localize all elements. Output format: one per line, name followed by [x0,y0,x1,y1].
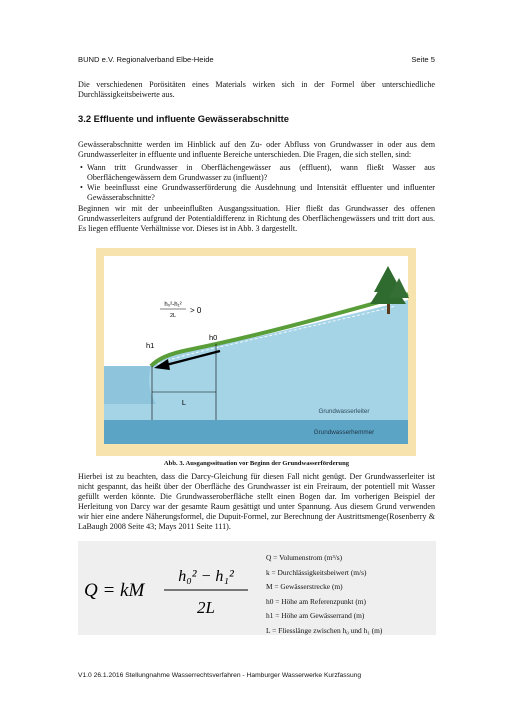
h1-label: h1 [146,341,155,350]
bullet-item-2 [78,183,435,203]
surface-water [104,366,156,404]
legend-item: M = Gewässerstrecke (m) [266,582,343,591]
aquifer-label: Grundwasserleiter [318,408,370,415]
section-paragraph-1: Gewässerabschnitte werden im Hinblick auf den Zu- oder Abfluss von Grundwasser in oder aus dem Grundwasserleiter in effluente und influente Bereiche unterschieden. Die Fragen, die sich stellen, sind: [78,140,435,159]
section-paragraph-3: Hierbei ist zu beachten, dass die Darcy-Gleichung für diesen Fall nicht genügt. Der Grundwasserleiter ist nicht gespannt, das heißt über der Oberfläche des Grundwasser ist ein Freiraum, der potentiell mit Wasser gefüllt werden könnte. Die Grundwasseroberfläche stellt einen Bogen dar. Im vorherigen Beispiel der Herleitung von Darcy war der gesamte Raum gesättigt und unter Spannung. Aus diesem Grund verwenden wir hier eine andere Näherungsformel, die Dupuit-Formel, zur Berechnung der Austrittsmenge(Rosenberry & LaBaugh 2008 Seite 43; Mays 2011 Seite 111). [78,472,435,531]
section-heading: 3.2 Effluente und influente Gewässerabschnitte [78,113,289,124]
formula-lhs: Q = kM [84,580,145,601]
bullet-marker: • [80,163,83,172]
formula-numerator: h₀² − h₁² [178,568,234,585]
legend-item: h1 = Höhe am Gewässerrand (m) [266,611,365,620]
aquiclude-label: Grundwasserhemmer [313,429,375,436]
groundwater-diagram [96,248,416,456]
legend-item: L = Fliesslänge zwischen h₀ und h₁ (m) [266,625,383,635]
legend-item: k = Durchlässigkeitsbeiwert (m/s) [266,567,367,577]
figure-caption: Abb. 3. Ausgangssituation vor Beginn der Grundwasserförderung [163,460,350,467]
formula-denominator: 2L [197,598,215,617]
formula-legend [266,551,382,638]
bullet-text: Wie beeinflusst eine Grundwasserförderung die Ausdehnung und Intensität effluenter und influenter Gewässerabschnitte? [87,183,435,202]
bullet-item-1 [78,163,435,183]
fraction-denominator: 2L [169,313,177,319]
fraction-numerator: h₀²-h₁² [164,302,182,308]
bullet-marker: • [80,183,83,192]
dupuit-formula [82,553,252,625]
page-footer: V1.0 26.1.2016 Stellungnahme Wasserrechtsverfahren - Hamburger Wasserwerke Kurzfassung [78,672,362,679]
legend-item: Q = Volumenstrom (m³/s) [266,553,343,562]
legend-item: h0 = Höhe am Referenzpunkt (m) [266,596,367,606]
length-label: L [181,398,187,407]
bullet-text: Wann tritt Grundwasser in Oberflächengewässer aus (effluent), wann fließt Wasser aus Oberflächengewässern dem Grundwasser zu (influent)? [87,163,435,182]
intro-paragraph: Die verschiedenen Porösitäten eines Materials wirken sich in der Formel über unterschiedliche Durchlässigkeitsbeiwerte aus. [78,80,435,99]
h0-label: h0 [209,333,218,342]
header-page-number: Seite 5 [411,55,435,64]
section-paragraph-2: Beginnen wir mit der unbeeinflußten Ausgangssituation. Hier fließt das Grundwasser des offenen Grundwasserleiters aufgrund der Potentialdifferenz in Richtung des Oberflächengewässers und tritt dort aus. Es liegen effluente Verhältnisse vor. Dieses ist in Abb. 3 dargestellt. [78,204,435,233]
fraction-relation: > 0 [190,306,202,315]
header-org-name: BUND e.V. Regionalverband Elbe-Heide [78,55,214,64]
